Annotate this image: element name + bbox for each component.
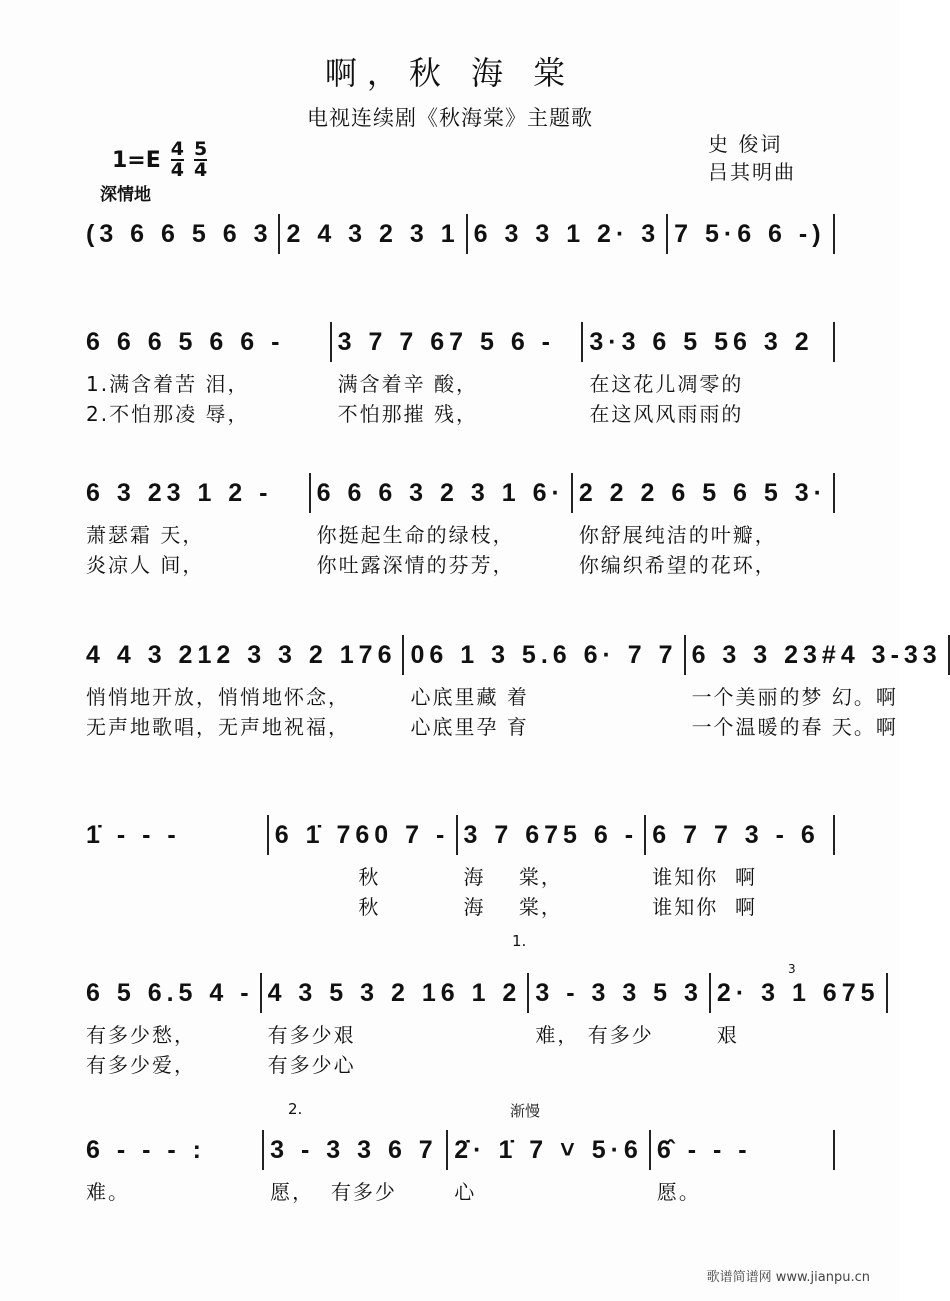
measure-notes: 3 - 3 3 6 7 xyxy=(270,1136,438,1164)
measure xyxy=(711,973,888,1047)
measure xyxy=(686,635,950,739)
watermark: 歌谱简谱网 www.jianpu.cn xyxy=(706,1270,870,1285)
system-3 xyxy=(80,473,835,577)
lyric-verse-1: 难。 xyxy=(86,1180,130,1204)
lyric-verse-1: 有多少愁， xyxy=(86,1023,196,1047)
measure xyxy=(80,322,332,426)
measure xyxy=(311,473,573,577)
measure-notes: 6 3 3 1 2· 3 xyxy=(473,220,661,248)
measure-notes: 6 - - - : xyxy=(86,1136,206,1164)
lyric-verse-1: 愿。 xyxy=(656,1180,701,1204)
volta-2: 2. xyxy=(288,1100,303,1118)
lyric-verse-2: 秋 xyxy=(274,895,381,919)
time-top: 4 xyxy=(170,138,185,160)
lyric-verse-1: 你挺起生命的绿枝， xyxy=(316,523,515,547)
lyric-verse-1: 你舒展纯洁的叶瓣， xyxy=(578,523,777,547)
lyric-verse-1: 满含着辛 酸， xyxy=(337,372,479,396)
credits xyxy=(708,130,796,186)
measure-notes: 6 5 6.5 4 - xyxy=(86,979,254,1007)
system-7 xyxy=(80,1130,835,1204)
lyricist: 史 俊词 xyxy=(708,132,783,156)
measure xyxy=(264,1130,448,1204)
measure-notes: 3 - 3 3 5 3 xyxy=(535,979,703,1007)
measure xyxy=(458,815,647,919)
measure-notes: 1̇ - - - xyxy=(86,821,181,849)
measure xyxy=(269,815,458,919)
lyric-verse-2: 谁知你 啊 xyxy=(652,895,757,919)
measure xyxy=(573,473,835,577)
lyric-verse-2: 有多少爱， xyxy=(86,1053,196,1077)
lyric-verse-2: 你吐露深情的芬芳， xyxy=(316,553,515,577)
lyric-verse-2: 2.不怕那凌 辱， xyxy=(86,402,250,426)
measure-notes: 6 1̇ 760 7 - xyxy=(274,821,450,849)
system-6 xyxy=(80,973,880,1077)
measure-notes: 6 3 3 23#4 3-33 xyxy=(691,641,942,669)
lyric-verse-1: 愿， 有多少 xyxy=(270,1180,397,1204)
measure-notes: 2 4 3 2 3 1 xyxy=(286,220,460,248)
measure-notes: 3 7 7 67 5 6 - xyxy=(337,328,555,356)
measure xyxy=(80,635,404,739)
lyric-verse-1: 心 xyxy=(454,1180,477,1204)
measure xyxy=(583,322,835,426)
measure xyxy=(80,815,269,855)
lyric-verse-2: 炎凉人 间， xyxy=(86,553,205,577)
ritardando-marking: 渐慢 xyxy=(510,1102,541,1120)
key-signature xyxy=(112,140,207,180)
time-top: 5 xyxy=(194,138,208,160)
lyric-verse-2: 心底里孕 育 xyxy=(410,715,529,739)
time-signature-4-4 xyxy=(171,140,184,180)
measure-notes: 06 1 3 5.6 6· 7 7 xyxy=(410,641,678,669)
measure-notes: 6̂ - - - xyxy=(656,1136,752,1164)
measure-notes: (3 6 6 5 6 3 xyxy=(86,220,273,248)
triplet-marking: 3 xyxy=(788,962,796,976)
measure xyxy=(529,973,711,1047)
song-title: 啊，秋 海 棠 xyxy=(324,54,576,92)
measure-notes: 2̇· 1̇ 7 ˅ 5·6 xyxy=(454,1136,643,1164)
measure xyxy=(404,635,685,739)
measure xyxy=(80,214,280,254)
measure xyxy=(280,214,467,254)
measure-notes: 7 5·6 6 -) xyxy=(674,220,826,248)
time-bottom: 4 xyxy=(194,159,208,181)
system-5 xyxy=(80,815,835,919)
system-2 xyxy=(80,322,835,426)
lyric-verse-1: 心底里藏 着 xyxy=(410,685,529,709)
measure xyxy=(468,214,668,254)
measure-notes: 3·3 6 5 56 3 2 xyxy=(589,328,814,356)
volta-1: 1. xyxy=(512,932,527,950)
measure-notes: 2· 3 1 675 xyxy=(716,979,880,1007)
measure-notes: 3 7 675 6 - xyxy=(463,821,639,849)
lyric-verse-1: 谁知你 啊 xyxy=(652,865,757,889)
lyric-verse-1: 海 棠， xyxy=(463,865,563,889)
lyric-verse-2: 你编织希望的花环， xyxy=(578,553,777,577)
lyric-verse-1: 1.满含着苦 泪， xyxy=(86,372,250,396)
lyric-verse-1: 难， 有多少 xyxy=(535,1023,654,1047)
tempo-marking: 深情地 xyxy=(100,185,151,205)
measure xyxy=(80,1130,264,1204)
time-bottom: 4 xyxy=(170,159,185,181)
key-label: 1=E xyxy=(112,147,161,173)
lyric-verse-1: 萧瑟霜 天， xyxy=(86,523,205,547)
measure-notes: 4 4 3 212 3 3 2 176 xyxy=(86,641,397,669)
measure xyxy=(668,214,835,254)
measure-notes: 6 7 7 3 - 6 xyxy=(652,821,820,849)
lyric-verse-1: 秋 xyxy=(274,865,381,889)
lyric-verse-2: 无声地歌唱，无声地祝福， xyxy=(86,715,350,739)
system-4 xyxy=(80,635,942,739)
measure-notes: 4 3 5 3 2 16 1 2 xyxy=(267,979,522,1007)
measure-notes: 2 2 2 6 5 6 5 3· xyxy=(578,479,827,507)
lyric-verse-1: 一个美丽的梦 幻。啊 xyxy=(691,685,898,709)
measure-notes: 6 3 23 1 2 - xyxy=(86,479,273,507)
measure xyxy=(646,815,835,919)
lyric-verse-2: 不怕那摧 残， xyxy=(337,402,479,426)
measure xyxy=(448,1130,651,1204)
time-signature-5-4 xyxy=(194,140,207,180)
lyric-verse-2: 一个温暖的春 天。啊 xyxy=(691,715,898,739)
lyric-verse-2: 有多少心 xyxy=(267,1053,356,1077)
measure xyxy=(80,473,311,577)
composer: 吕其明曲 xyxy=(708,160,796,184)
lyric-verse-1: 有多少艰 xyxy=(267,1023,356,1047)
measure-notes: 6 6 6 5 6 6 - xyxy=(86,328,285,356)
measure-notes: 6 6 6 3 2 3 1 6· xyxy=(316,479,565,507)
song-subtitle: 电视连续剧《秋海棠》主题歌 xyxy=(307,106,593,130)
measure xyxy=(332,322,584,426)
measure xyxy=(80,973,262,1077)
lyric-verse-1: 艰 xyxy=(716,1023,739,1047)
lyric-verse-2: 在这风风雨雨的 xyxy=(589,402,744,426)
lyric-verse-2: 海 棠， xyxy=(463,895,563,919)
measure xyxy=(262,973,530,1077)
measure xyxy=(651,1130,835,1204)
system-1 xyxy=(80,214,835,254)
lyric-verse-1: 悄悄地开放，悄悄地怀念， xyxy=(86,685,350,709)
lyric-verse-1: 在这花儿凋零的 xyxy=(589,372,744,396)
